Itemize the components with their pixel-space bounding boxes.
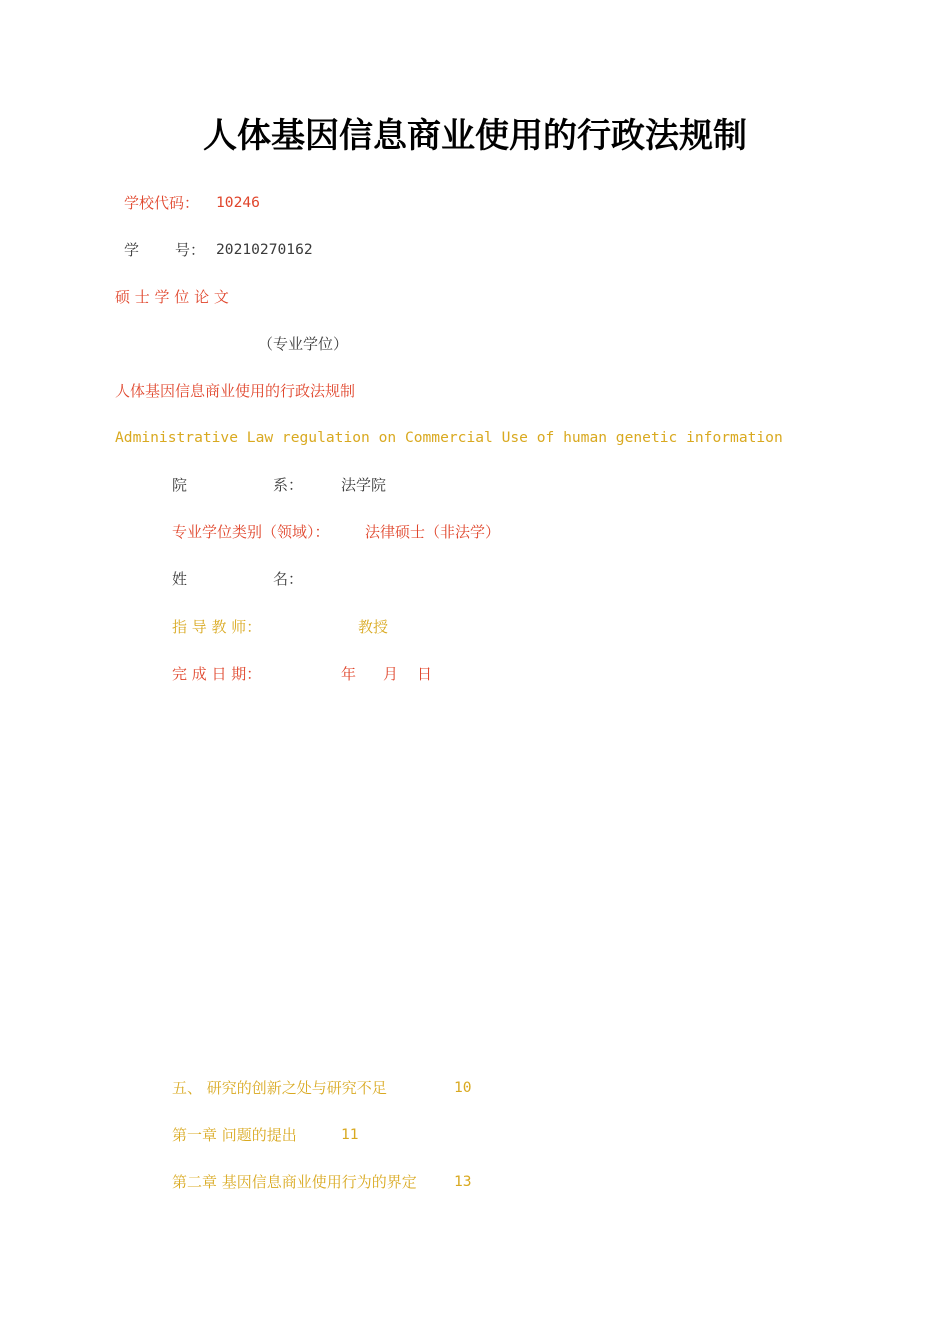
- degree-category-value: 法律硕士（非法学）: [365, 523, 501, 541]
- degree-type: 硕 士 学 位 论 文: [115, 288, 229, 306]
- student-id-label-1: 学: [124, 241, 140, 259]
- department-value: 法学院: [341, 476, 387, 494]
- school-code-value: 10246: [216, 194, 260, 211]
- school-code-label: 学校代码：: [124, 194, 200, 212]
- completion-date-day: 日: [417, 665, 433, 683]
- toc-item-page: 11: [341, 1126, 359, 1143]
- document-title: 人体基因信息商业使用的行政法规制: [203, 116, 747, 156]
- toc-item-label: 五、 研究的创新之处与研究不足: [172, 1079, 387, 1097]
- toc-item-page: 10: [454, 1079, 472, 1096]
- student-id-value: 20210270162: [216, 241, 313, 258]
- name-label-2: 名：: [273, 570, 304, 588]
- completion-date-month: 月: [383, 665, 399, 683]
- completion-date-year: 年: [341, 665, 357, 683]
- name-label-1: 姓: [172, 570, 188, 588]
- thesis-title-cn: 人体基因信息商业使用的行政法规制: [115, 382, 356, 400]
- completion-date-label: 完 成 日 期：: [172, 665, 262, 683]
- toc-item-label: 第一章 问题的提出: [172, 1126, 297, 1144]
- department-label-1: 院: [172, 476, 188, 494]
- thesis-title-en: Administrative Law regulation on Commercial Use of human genetic information: [115, 429, 783, 446]
- department-label-2: 系：: [273, 476, 304, 494]
- advisor-label: 指 导 教 师：: [172, 618, 262, 636]
- student-id-label-2: 号：: [175, 241, 206, 259]
- degree-note: （专业学位）: [258, 335, 349, 353]
- toc-item-page: 13: [454, 1173, 472, 1190]
- toc-item-label: 第二章 基因信息商业使用行为的界定: [172, 1173, 417, 1191]
- degree-category-label: 专业学位类别（领域）：: [172, 523, 330, 541]
- advisor-value: 教授: [358, 618, 389, 636]
